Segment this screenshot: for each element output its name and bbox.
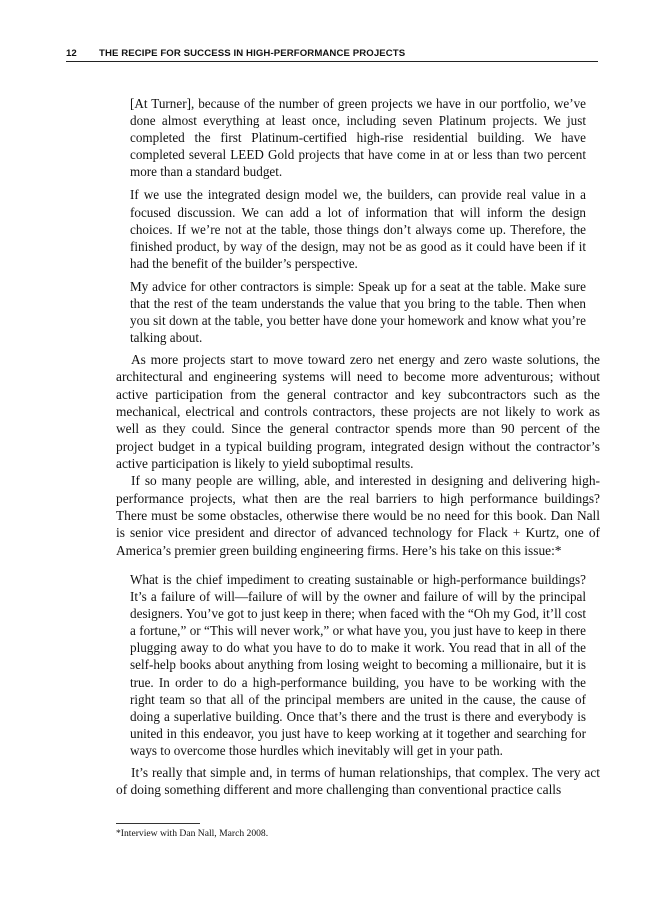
header-rule [66,61,598,62]
body-paragraph: If so many people are willing, able, and interested in designing and delivering high-performance projects, what then are the real barriers to high performance buildings? There must be some obstacles, otherwise there would be no need for this book. Dan Nall is senior vice president and director of advanced technology for Flack + Kurtz, one of America’s premier green building engineering firms. Here’s his take on this issue:* [116,473,600,558]
quote-paragraph: What is the chief impediment to creating sustainable or high-performance buildings? It’s a failure of will—failure of will by the owner and failure of will by the principal designers. You’ve got to just keep in there; when faced with the “Oh my God, it’ll cost a fortune,” or “This will never work,” or what have you, you just have to keep in there plugging away to do what you have to do to make it work. You read that in all of the self-help books about anything from losing weight to becoming a millionaire, but it is true. In order to do a high-performance building, you have to be working with the right team so that all of the principal members are united in the cause, the cause of doing a superlative building. Once that’s there and the trust is there and everybody is united in this endeavor, you just have to keep working at it together and searching for ways to overcome those hurdles which inevitably will get in your path. [130,572,586,758]
quote-paragraph: If we use the integrated design model we, the builders, can provide real value in a focused discussion. We can add a lot of information that will inform the design choices. If we’re not at the table, those things don’t always come up. Therefore, the finished product, by way of the design, may not be as good as it could have been if it had the benefit of the builder’s perspective. [130,187,586,271]
quote-paragraph: [At Turner], because of the number of green projects we have in our portfolio, we’ve done almost everything at least once, including seven Platinum projects. We just completed the first Platinum-certified high-rise residential building. We have completed several LEED Gold projects that have come in at or less than two percent more than a standard budget. [130,96,586,180]
block-quote-turner [130,95,586,346]
body-text-section-2 [116,764,600,799]
page-number: 12 [66,48,77,59]
body-text-section-1 [116,351,600,559]
running-head-title: THE RECIPE FOR SUCCESS IN HIGH-PERFORMANCE PROJECTS [99,48,406,59]
body-paragraph: As more projects start to move toward zero net energy and zero waste solutions, the architectural and engineering systems will need to become more adventurous; without active participation from the general contractor and key subcontractors such as the mechanical, electrical and controls contractors, these projects are not likely to work as well as they could. Since the general contractor spends more than 90 percent of the project budget in a typical building program, integrated design without the contractor’s active participation is likely to yield suboptimal results. [116,352,600,472]
body-paragraph: It’s really that simple and, in terms of human relationships, that complex. The very act of doing something different and more challenging than conventional practice calls [116,765,600,798]
footnote: *Interview with Dan Nall, March 2008. [116,828,269,839]
block-quote-nall [130,571,586,759]
footnote-rule [116,823,200,824]
quote-paragraph: My advice for other contractors is simple: Speak up for a seat at the table. Make sure that the rest of the team understands the value that you bring to the table. Then when you sit down at the table, you better have done your homework and know what you’re talking about. [130,278,586,346]
